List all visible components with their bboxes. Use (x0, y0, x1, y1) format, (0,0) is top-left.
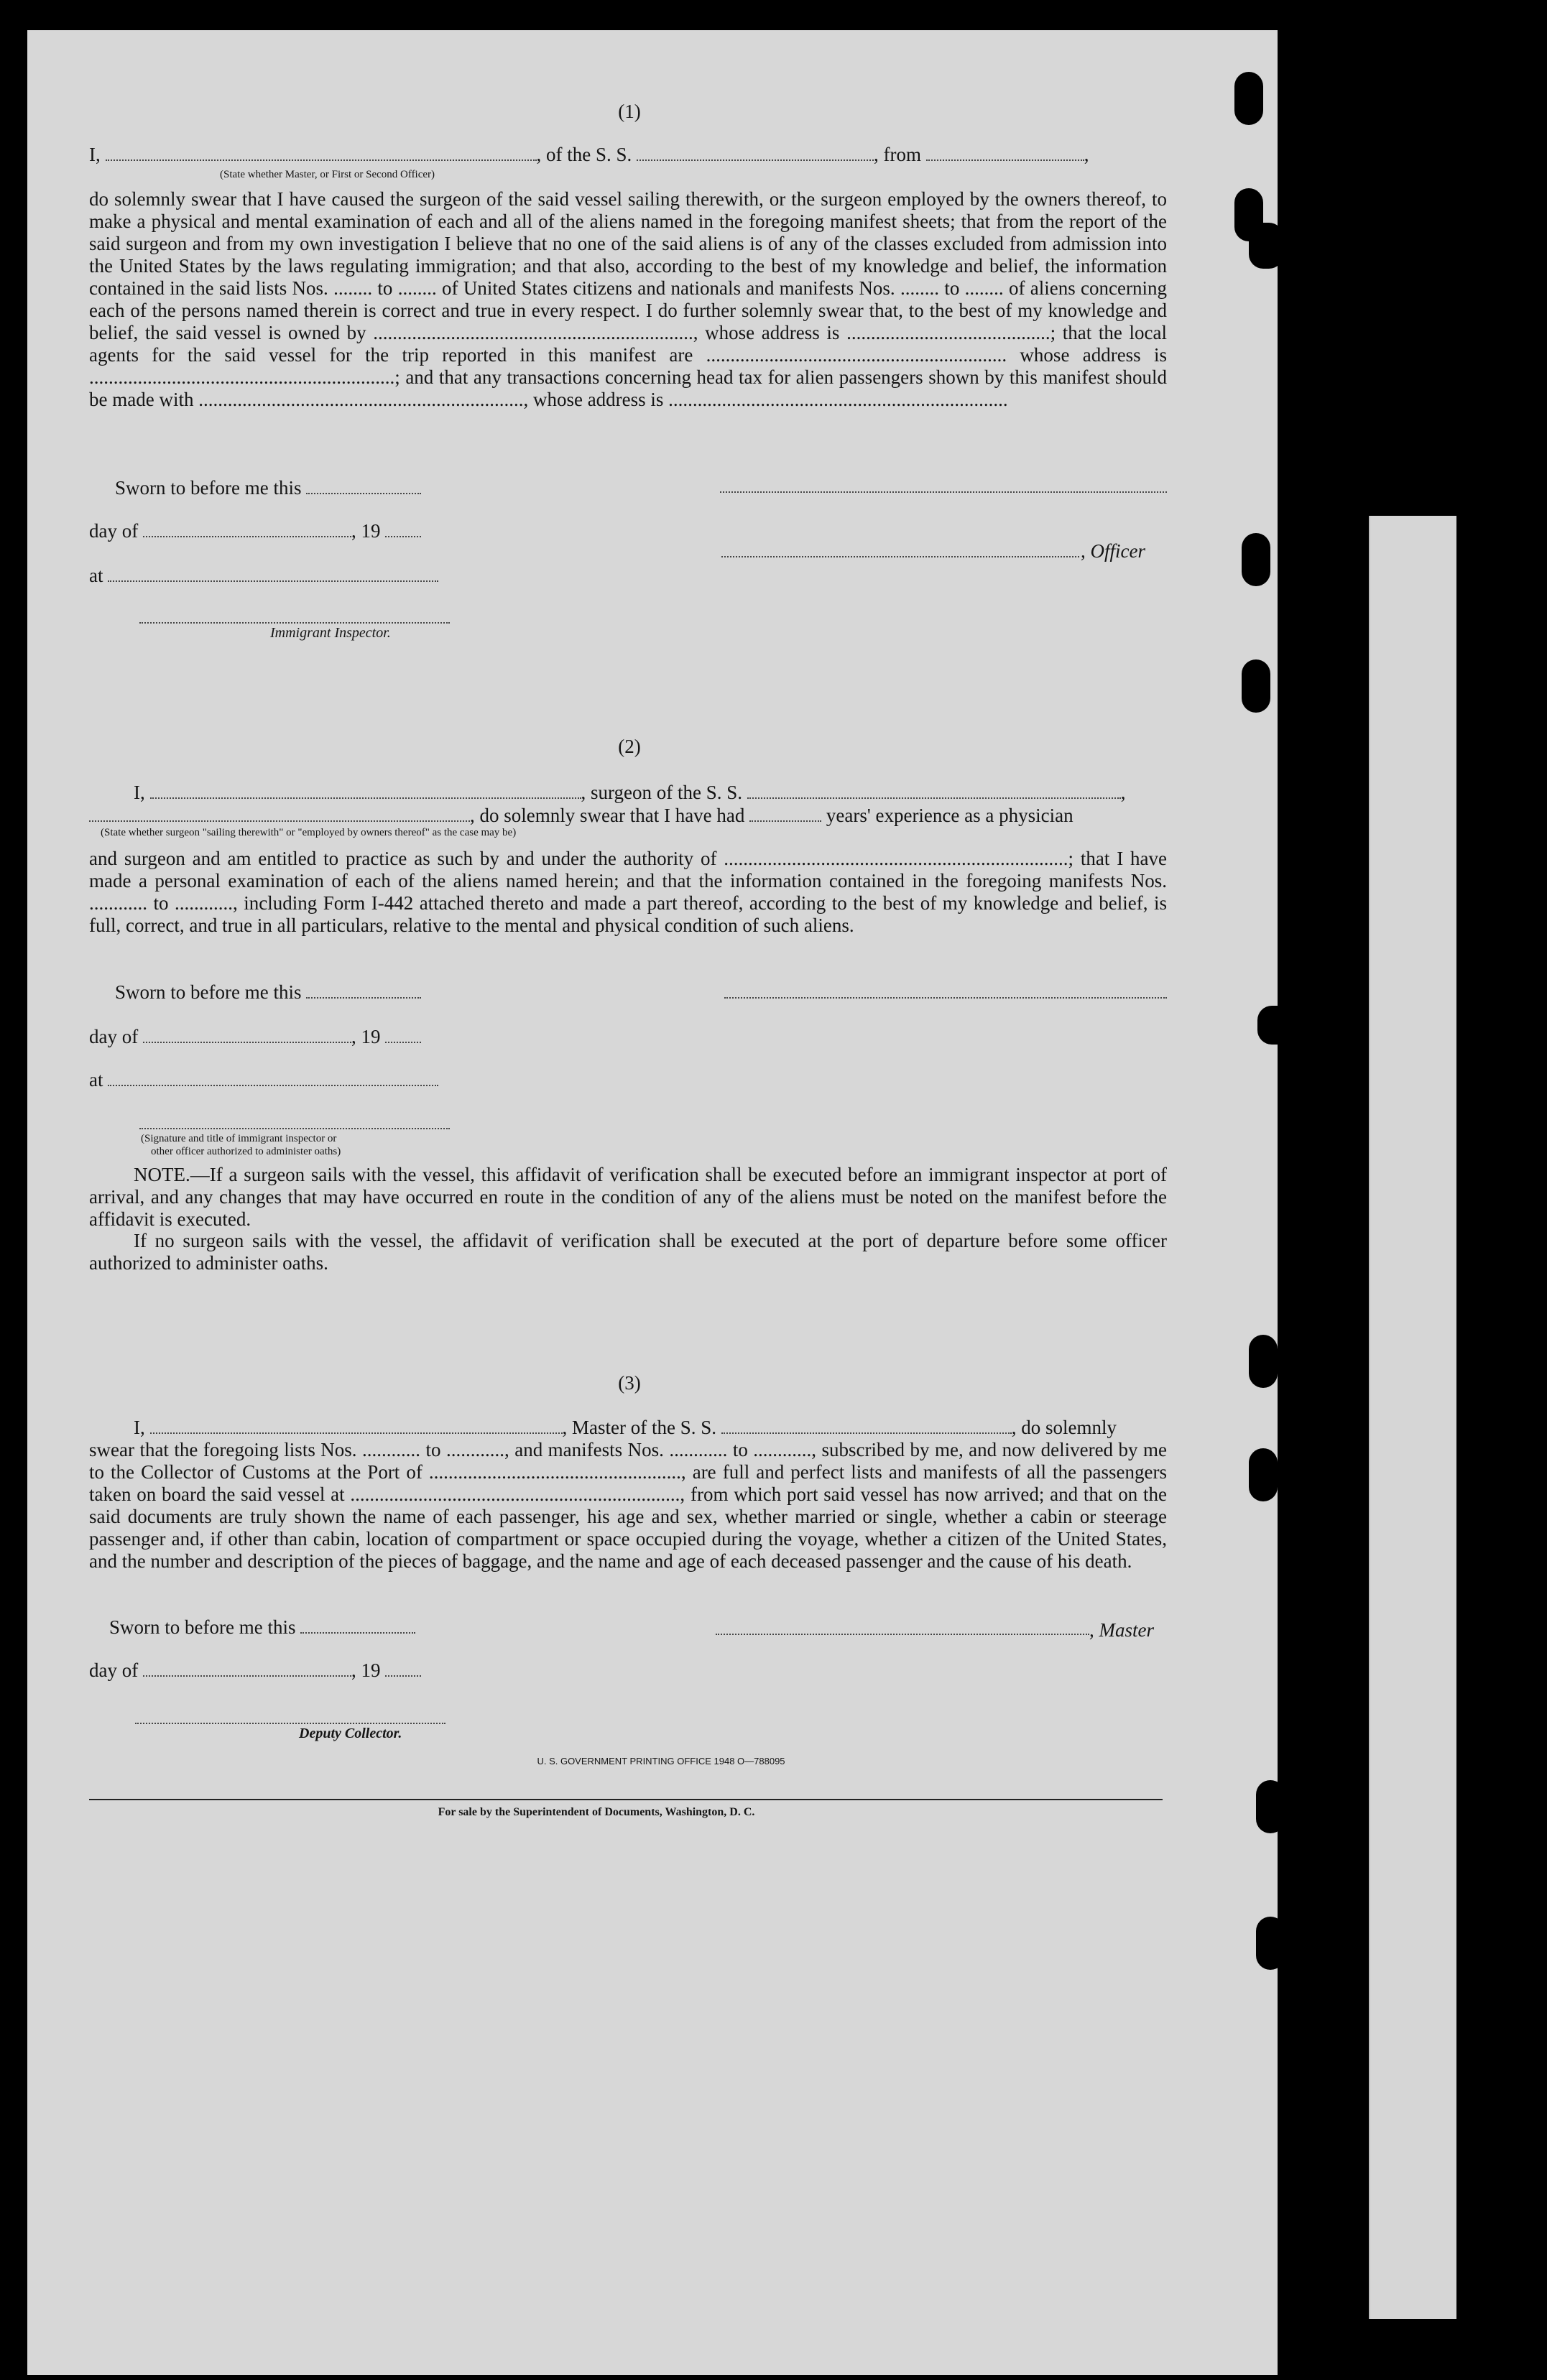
sec2-first-line (134, 782, 1211, 804)
surgeon-name-field[interactable] (150, 783, 581, 799)
binder-hole (1249, 223, 1283, 269)
binder-hole (1242, 659, 1270, 713)
day-of-label: day of (89, 1026, 139, 1047)
immigrant-inspector-label: Immigrant Inspector. (270, 625, 391, 641)
sworn-label: Sworn to before me this (115, 477, 302, 499)
years-field[interactable] (749, 806, 821, 822)
sec2-vessel-field[interactable] (747, 783, 1121, 799)
sec2-inspector-signature-line[interactable] (139, 1126, 450, 1129)
sec2-caption: (State whether surgeon "sailing therewith" or "employed by owners thereof" as the case may be) (101, 827, 517, 838)
master-label: , Master (1089, 1619, 1154, 1641)
solemnly-label: , do solemnly (1011, 1417, 1117, 1438)
sec3-vessel-field[interactable] (721, 1418, 1012, 1434)
sec1-day-row (89, 520, 1167, 542)
sworn-date-field[interactable] (306, 478, 421, 494)
deputy-collector-label: Deputy Collector. (299, 1726, 402, 1741)
vessel-field[interactable] (637, 145, 874, 161)
binder-hole (1242, 533, 1270, 586)
year-field[interactable] (385, 522, 421, 537)
day-field[interactable] (143, 522, 351, 537)
binder-hole (1256, 1917, 1285, 1970)
sworn-date-field[interactable] (300, 1618, 415, 1634)
sworn-label: Sworn to before me this (109, 1616, 296, 1638)
binder-hole (1249, 1448, 1278, 1501)
surgeon-of-label: , surgeon of the S. S. (581, 782, 743, 803)
year-field[interactable] (385, 1027, 421, 1043)
sec3-day-row (89, 1659, 1167, 1682)
sec3-paragraph: swear that the foregoing lists Nos. ............ to ............, and manifests Nos. ............ to ............, subscribed by me, and now delivered by me to the Collector of Customs at the Port of ...................................................., are full and perfect lists and manifests of all the passengers taken on board the said vessel at ...................................................................., from which port said vessel has now arrived; and that on the said documents are truly shown the name of each passenger, his age and sex, whether married or single, whether a cabin or steerage passenger and, if other than cabin, location of compartment or space occupied during the voyage, whether a citizen of the United States, and the number and description of the pieces of baggage, and the name and age of each deceased passenger and the cause of his death. (89, 1439, 1167, 1572)
inspector-signature-line[interactable] (139, 621, 450, 624)
years-label: years' experience as a physician (826, 805, 1073, 826)
sec2-i: I, (134, 782, 145, 803)
year-prefix: , 19 (351, 520, 381, 542)
sig-caption-2: other officer authorized to administer oaths) (151, 1146, 341, 1157)
sec2-paragraph: and surgeon and am entitled to practice as such by and under the authority of .......................................................................; that I have made a personal examination of each of the aliens named herein; and that the information contained in the foregoing manifests Nos. ............ to ............, including Form I-442 attached thereto and made a part thereof, according to the best of my knowledge and belief, is full, correct, and true in all particulars, relative to the mental and physical condition of such aliens. (89, 848, 1167, 936)
year-prefix: , 19 (351, 1659, 381, 1681)
sec1-at-row (89, 565, 1167, 587)
officer-signature-line[interactable] (721, 555, 1079, 557)
surgeon-type-field[interactable] (89, 806, 470, 822)
section-2-number: (2) (618, 736, 641, 757)
gpo-imprint: U. S. GOVERNMENT PRINTING OFFICE 1948 O—788095 (537, 1756, 785, 1767)
collector-signature-line[interactable] (135, 1721, 445, 1724)
at-label: at (89, 1069, 103, 1091)
sec1-caption: (State whether Master, or First or Second Officer) (220, 169, 435, 180)
port-from-field[interactable] (926, 145, 1084, 161)
sec2-second-line (89, 805, 1167, 827)
master-signature-line[interactable] (716, 1632, 1089, 1635)
day-of-label: day of (89, 1659, 139, 1681)
swear-label: , do solemnly swear that I have had (470, 805, 745, 826)
binder-hole (1234, 72, 1263, 125)
sale-notice: For sale by the Superintendent of Documents, Washington, D. C. (438, 1806, 755, 1818)
sec1-paragraph: do solemnly swear that I have caused the surgeon of the said vessel sailing therewith, or the surgeon employed by the owners thereof, to make a physical and mental examination of each and all of the aliens named in the foregoing manifest sheets; that from the report of the said surgeon and from my own investigation I believe that no one of the said aliens is of any of the classes excluded from admission into the United States by the laws regulating immigration; and that also, according to the best of my knowledge and belief, the information contained in the said lists Nos. ........ to ........ of United States citizens and nationals and manifests Nos. ........ to ........ of aliens concerning each of the persons named therein is correct and true in every respect. I do further solemnly swear that, to the best of my knowledge and belief, the said vessel is owned by .................................................................., whose address is ..........................................; that the local agents for the said vessel for the trip reported in this manifest are .............................................................. whose address is ...............................................................; and that any transactions concerning head tax for alien passengers shown by this manifest should be made with ..................................................................., whose address is ...................................................................... (89, 188, 1167, 410)
sig-caption-1: (Signature and title of immigrant inspector or (141, 1133, 337, 1144)
sec3-sworn-row (109, 1616, 1187, 1639)
sec2-note-2: If no surgeon sails with the vessel, the affidavit of verification shall be executed at the port of departure before some officer authorized to administer oaths. (89, 1230, 1167, 1274)
year-field[interactable] (385, 1661, 421, 1677)
master-of-label: , Master of the S. S. (562, 1417, 716, 1438)
footer-rule (89, 1799, 1163, 1800)
comma: , (1084, 144, 1089, 165)
binder-hole (1256, 1780, 1285, 1833)
sec2-signature-line[interactable] (724, 996, 1167, 999)
day-field[interactable] (143, 1027, 351, 1043)
master-name-field[interactable] (150, 1418, 563, 1434)
comma: , (1120, 782, 1126, 803)
sec2-day-row (89, 1026, 1167, 1048)
officer-label: , Officer (1081, 540, 1145, 562)
section-3-number: (3) (618, 1372, 641, 1394)
day-of-label: day of (89, 520, 139, 542)
year-prefix: , 19 (351, 1026, 381, 1047)
sec2-sworn-row (115, 981, 1193, 1004)
binder-hole (1257, 1006, 1292, 1045)
at-field[interactable] (108, 1070, 438, 1086)
at-field[interactable] (108, 566, 438, 582)
sec3-i: I, (134, 1417, 145, 1438)
sec3-first-line (134, 1417, 1211, 1439)
sec2-at-row (89, 1069, 1167, 1091)
at-label: at (89, 565, 103, 586)
paper-strip (1369, 516, 1456, 2319)
sworn-date-field[interactable] (306, 983, 421, 999)
day-field[interactable] (143, 1661, 351, 1677)
name-field[interactable] (106, 145, 537, 161)
section-1-number: (1) (618, 101, 641, 122)
sec1-first-line (89, 144, 1167, 166)
sec1-i: I, (89, 144, 101, 165)
sec2-note-1: NOTE.—If a surgeon sails with the vessel, this affidavit of verification shall be executed before an immigrant inspector at port of arrival, and any changes that may have occurred en route in the condition of any of the aliens must be noted on the manifest before the affidavit is executed. (89, 1164, 1167, 1230)
of-the-ss-label: , of the S. S. (536, 144, 632, 165)
sworn-label: Sworn to before me this (115, 981, 302, 1003)
from-label: , from (874, 144, 921, 165)
sec1-signature-line[interactable] (720, 490, 1167, 493)
binder-hole (1249, 1335, 1278, 1388)
sec1-sworn-row (115, 477, 1193, 499)
